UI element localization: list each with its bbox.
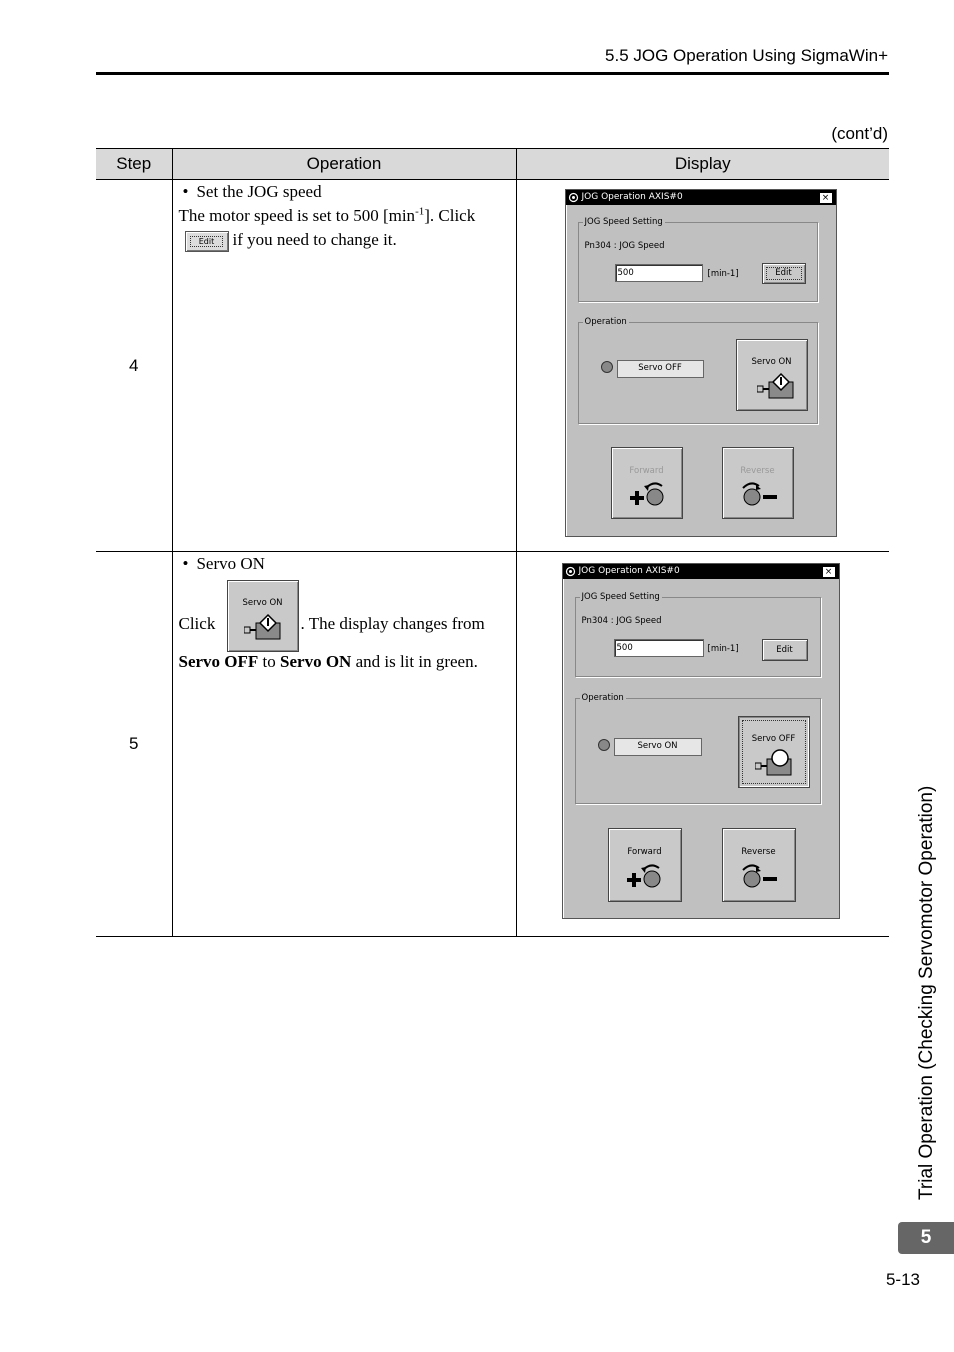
servo-button-label: Servo ON xyxy=(242,598,283,608)
edit-label: Edit xyxy=(190,236,224,247)
servo-off-button[interactable] xyxy=(738,716,810,788)
param-label: Pn304 : JOG Speed xyxy=(581,616,662,626)
group-label: JOG Speed Setting xyxy=(581,592,660,602)
click-text: Click xyxy=(178,614,216,633)
forward-label: Forward xyxy=(627,847,662,857)
step-number: 4 xyxy=(96,180,172,552)
operation-text xyxy=(179,576,510,652)
dialog-titlebar xyxy=(563,564,839,579)
edit-label: Edit xyxy=(775,268,792,278)
column-header-operation: Operation xyxy=(172,149,516,180)
bullet-item: • Servo ON xyxy=(179,552,510,576)
jog-speed-input[interactable]: 500 xyxy=(615,264,703,282)
unit-label: [min-1] xyxy=(707,644,739,654)
forward-rotation-icon xyxy=(628,480,668,510)
operation-text xyxy=(179,204,510,228)
bold-text: Servo OFF xyxy=(178,652,259,671)
servo-motor-icon xyxy=(757,372,797,400)
servo-status: Servo OFF xyxy=(617,360,704,378)
jog-operation-dialog xyxy=(565,189,837,537)
operation-table xyxy=(96,148,889,937)
section-title: 5.5 JOG Operation Using SigmaWin+ xyxy=(605,46,888,65)
reverse-button[interactable] xyxy=(722,828,796,902)
header-rule xyxy=(96,72,889,75)
operation-text xyxy=(179,650,510,674)
table-row-step-5 xyxy=(96,552,889,937)
param-label: Pn304 : JOG Speed xyxy=(584,241,665,251)
reverse-button[interactable] xyxy=(722,447,794,519)
display-cell xyxy=(516,552,889,937)
superscript: -1 xyxy=(415,205,425,218)
servo-button-label: Servo ON xyxy=(751,357,792,367)
servo-motor-icon xyxy=(244,613,284,641)
text-part: if you need to change it. xyxy=(232,230,397,249)
operation-cell xyxy=(172,180,516,552)
chapter-title-vertical: Trial Operation (Checking Servomotor Operation) xyxy=(916,785,937,1200)
status-led-icon xyxy=(601,361,613,373)
dialog-titlebar xyxy=(566,190,836,205)
step-number: 5 xyxy=(96,552,172,937)
group-label: Operation xyxy=(581,693,624,703)
reverse-rotation-icon xyxy=(739,480,779,510)
app-icon xyxy=(565,566,576,577)
forward-rotation-icon xyxy=(625,862,665,892)
servo-on-button[interactable] xyxy=(736,339,808,411)
operation-text xyxy=(179,228,510,252)
focus-rect xyxy=(766,267,802,280)
inline-servo-on-button-image xyxy=(227,580,299,652)
jog-speed-group xyxy=(578,217,818,302)
servo-status: Servo ON xyxy=(614,738,702,756)
dialog-title: JOG Operation AXIS#0 xyxy=(578,566,680,576)
text-part: and is lit in green. xyxy=(355,652,478,671)
table-row-step-4 xyxy=(96,180,889,552)
edit-button[interactable] xyxy=(762,263,806,284)
text-part: to xyxy=(262,652,276,671)
text-part: The motor speed is set to 500 [min xyxy=(178,206,416,225)
status-led-icon xyxy=(598,739,610,751)
operation-cell xyxy=(172,552,516,937)
forward-button[interactable] xyxy=(608,828,682,902)
bold-text: Servo ON xyxy=(280,652,352,671)
jog-speed-input[interactable]: 500 xyxy=(614,639,704,657)
unit-label: [min-1] xyxy=(707,269,739,279)
display-cell xyxy=(516,180,889,552)
operation-group xyxy=(575,693,821,804)
servo-motor-icon xyxy=(755,747,795,777)
text-part: . The display changes from xyxy=(300,614,485,633)
edit-button[interactable]: Edit xyxy=(762,639,808,661)
close-button[interactable]: × xyxy=(822,566,836,578)
app-icon xyxy=(568,192,579,203)
text-part: ]. Click xyxy=(424,206,476,225)
servo-button-label: Servo OFF xyxy=(751,734,796,744)
forward-button[interactable] xyxy=(611,447,683,519)
inline-edit-button-image xyxy=(185,231,229,252)
group-label: Operation xyxy=(584,317,627,327)
column-header-display: Display xyxy=(516,149,889,180)
page-number: 5-13 xyxy=(885,1270,920,1289)
operation-group xyxy=(578,317,818,424)
forward-label: Forward xyxy=(629,466,664,476)
reverse-label: Reverse xyxy=(740,466,775,476)
group-label: JOG Speed Setting xyxy=(584,217,663,227)
chapter-tab: 5 xyxy=(898,1222,954,1254)
reverse-rotation-icon xyxy=(739,862,779,892)
contd-label: (cont’d) xyxy=(831,124,888,143)
close-button[interactable]: × xyxy=(819,192,833,204)
jog-speed-group xyxy=(575,592,821,677)
bullet-item: • Set the JOG speed xyxy=(179,180,510,204)
dialog-title: JOG Operation AXIS#0 xyxy=(581,192,683,202)
reverse-label: Reverse xyxy=(741,847,776,857)
jog-operation-dialog xyxy=(562,563,840,919)
column-header-step: Step xyxy=(96,149,172,180)
